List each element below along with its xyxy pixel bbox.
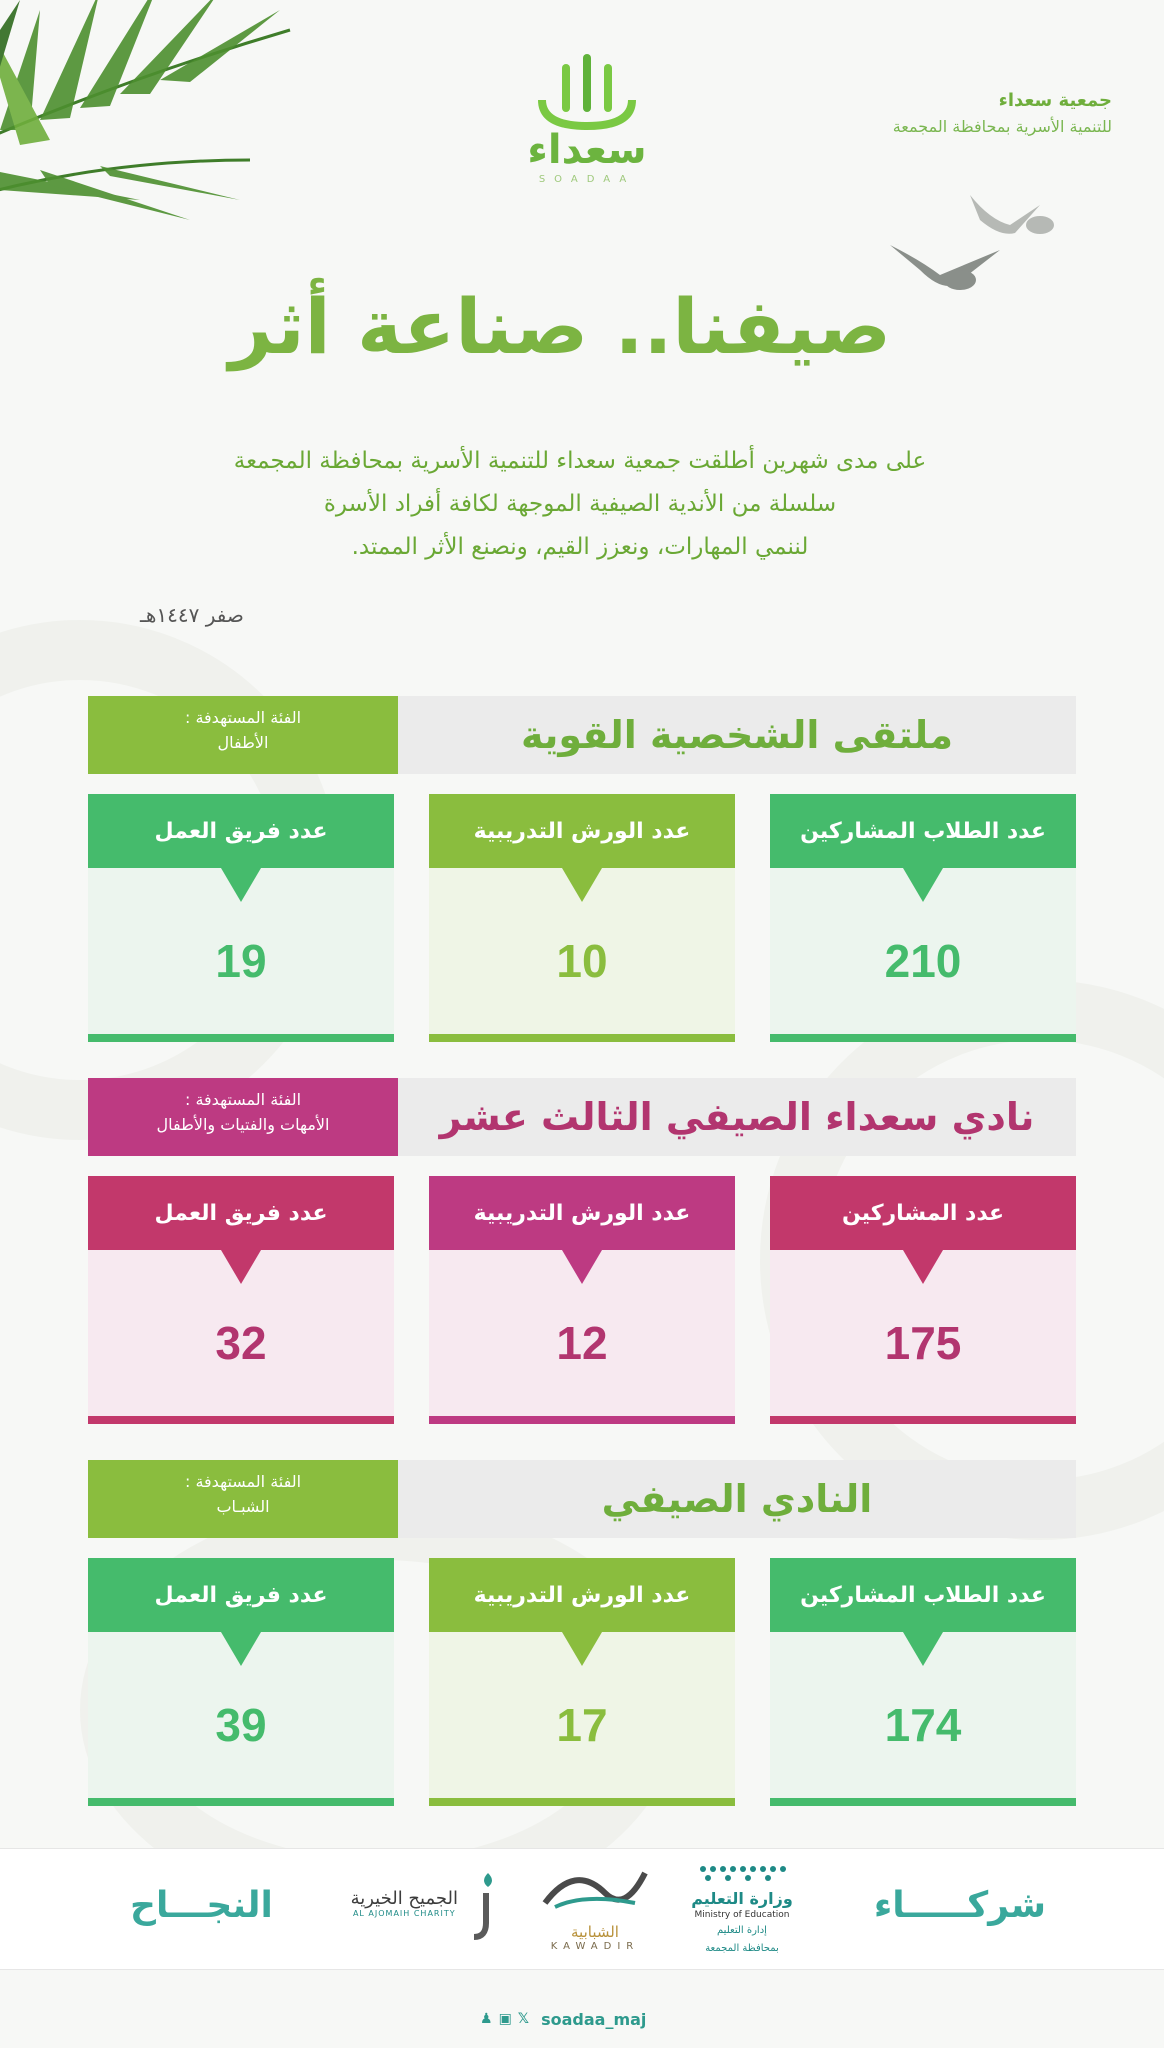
kawadir-latin: KAWADIR bbox=[550, 1941, 640, 1952]
target-label: الفئة المستهدفة : bbox=[184, 708, 302, 727]
aljomaih-charity-logo bbox=[330, 1863, 500, 1943]
partners-title: شركـــــاء bbox=[873, 1885, 1046, 1926]
stat-card-participants bbox=[770, 1176, 1076, 1424]
target-value: الأمهات والفتيات والأطفال bbox=[156, 1115, 330, 1134]
card-value: 210 bbox=[884, 935, 962, 987]
card-value: 19 bbox=[215, 935, 267, 987]
target-value: الأطفال bbox=[217, 733, 269, 752]
card-value: 10 bbox=[556, 935, 608, 987]
moe-name: وزارة التعليم bbox=[691, 1889, 793, 1908]
social-handle[interactable]: soadaa_maj bbox=[541, 2009, 647, 2029]
card-underline bbox=[770, 1034, 1076, 1042]
section-banner bbox=[88, 1078, 1076, 1156]
success-title: النجـــاح bbox=[130, 1885, 273, 1926]
stat-card-team bbox=[88, 1176, 394, 1424]
logo-word: سعداء bbox=[527, 127, 647, 173]
jomaih-english: AL AJOMAIH CHARITY bbox=[352, 1909, 456, 1918]
hijri-date: صفر ١٤٤٧هـ bbox=[140, 603, 244, 627]
stat-card-workshops bbox=[429, 1176, 735, 1424]
card-underline bbox=[770, 1416, 1076, 1424]
card-label: عدد الورش التدريبية bbox=[429, 1558, 735, 1632]
card-pointer bbox=[562, 1632, 602, 1666]
section-strong-personality bbox=[88, 696, 1076, 1042]
card-label: عدد الطلاب المشاركين bbox=[770, 1558, 1076, 1632]
card-label: عدد فريق العمل bbox=[88, 794, 394, 868]
stat-card-workshops bbox=[429, 794, 735, 1042]
card-value: 32 bbox=[215, 1317, 267, 1369]
card-label: عدد الطلاب المشاركين bbox=[770, 794, 1076, 868]
partners-strip bbox=[0, 1848, 1164, 1970]
headline: صيفنا.. صناعة أثر bbox=[228, 282, 892, 371]
target-label: الفئة المستهدفة : bbox=[184, 1472, 302, 1491]
jomaih-name: الجميح الخيرية bbox=[350, 1888, 458, 1909]
intro-line: لننمي المهارات، ونعزز القيم، ونصنع الأثر الممتد. bbox=[351, 534, 809, 560]
kawadir-mark-icon bbox=[535, 1863, 655, 1913]
card-pointer bbox=[903, 868, 943, 902]
kawadir-logo bbox=[520, 1863, 670, 1952]
moe-sub-1: إدارة التعليم bbox=[717, 1925, 767, 1936]
stat-card-participants bbox=[770, 794, 1076, 1042]
kawadir-name: الشبابية bbox=[571, 1923, 619, 1941]
card-underline bbox=[88, 1416, 394, 1424]
target-label: الفئة المستهدفة : bbox=[184, 1090, 302, 1109]
logo-latin: SOADAA bbox=[538, 174, 636, 185]
stat-card-workshops bbox=[429, 1558, 735, 1806]
card-value: 175 bbox=[884, 1317, 962, 1369]
card-label: عدد فريق العمل bbox=[88, 1558, 394, 1632]
section-title: ملتقى الشخصية القوية bbox=[398, 696, 1076, 774]
card-pointer bbox=[562, 868, 602, 902]
card-pointer bbox=[903, 1632, 943, 1666]
palm-leaves-decoration bbox=[0, 0, 440, 270]
card-underline bbox=[429, 1416, 735, 1424]
moe-sub-2: بمحافظة المجمعة bbox=[705, 1943, 779, 1954]
section-banner bbox=[88, 696, 1076, 774]
stat-card-team bbox=[88, 1558, 394, 1806]
stat-card-team bbox=[88, 794, 394, 1042]
card-underline bbox=[429, 1798, 735, 1806]
card-underline bbox=[429, 1034, 735, 1042]
card-underline bbox=[88, 1798, 394, 1806]
card-underline bbox=[88, 1034, 394, 1042]
card-value: 39 bbox=[215, 1699, 267, 1751]
section-title: النادي الصيفي bbox=[398, 1460, 1076, 1538]
target-value: الشبـاب bbox=[216, 1497, 270, 1516]
card-label: عدد المشاركين bbox=[770, 1176, 1076, 1250]
intro-text bbox=[120, 440, 1040, 569]
card-label: عدد الورش التدريبية bbox=[429, 1176, 735, 1250]
card-underline bbox=[770, 1798, 1076, 1806]
card-value: 12 bbox=[556, 1317, 608, 1369]
target-audience-box bbox=[88, 696, 398, 774]
social-handles bbox=[480, 2004, 700, 2034]
logo-mark-icon bbox=[532, 50, 642, 130]
card-label: عدد الورش التدريبية bbox=[429, 794, 735, 868]
target-audience-box bbox=[88, 1460, 398, 1538]
target-audience-box bbox=[88, 1078, 398, 1156]
section-title: نادي سعداء الصيفي الثالث عشر bbox=[398, 1078, 1076, 1156]
section-summer-club bbox=[88, 1460, 1076, 1806]
snapchat-icon[interactable]: ♟ bbox=[480, 2011, 493, 2027]
stat-card-participants bbox=[770, 1558, 1076, 1806]
ministry-of-education-logo bbox=[672, 1863, 812, 1956]
x-icon[interactable]: 𝕏 bbox=[517, 2011, 530, 2027]
jomaih-mark-icon bbox=[466, 1863, 500, 1943]
organization-name bbox=[893, 90, 1112, 136]
instagram-icon[interactable]: ▣ bbox=[498, 2011, 512, 2027]
card-pointer bbox=[221, 868, 261, 902]
card-pointer bbox=[221, 1632, 261, 1666]
section-summer-club-13 bbox=[88, 1078, 1076, 1424]
card-pointer bbox=[562, 1250, 602, 1284]
moe-dots-icon bbox=[697, 1863, 787, 1885]
soadaa-logo bbox=[512, 50, 662, 185]
card-label: عدد فريق العمل bbox=[88, 1176, 394, 1250]
intro-line: سلسلة من الأندية الصيفية الموجهة لكافة أفراد الأسرة bbox=[323, 491, 837, 517]
intro-line: على مدى شهرين أطلقت جمعية سعداء للتنمية الأسرية بمحافظة المجمعة bbox=[233, 448, 927, 474]
card-value: 17 bbox=[556, 1699, 608, 1751]
org-subtitle: للتنمية الأسرية بمحافظة المجمعة bbox=[892, 117, 1112, 136]
card-value: 174 bbox=[884, 1699, 962, 1751]
card-pointer bbox=[903, 1250, 943, 1284]
org-title: جمعية سعداء bbox=[998, 90, 1112, 111]
card-pointer bbox=[221, 1250, 261, 1284]
section-banner bbox=[88, 1460, 1076, 1538]
moe-english: Ministry of Education bbox=[694, 1910, 790, 1920]
